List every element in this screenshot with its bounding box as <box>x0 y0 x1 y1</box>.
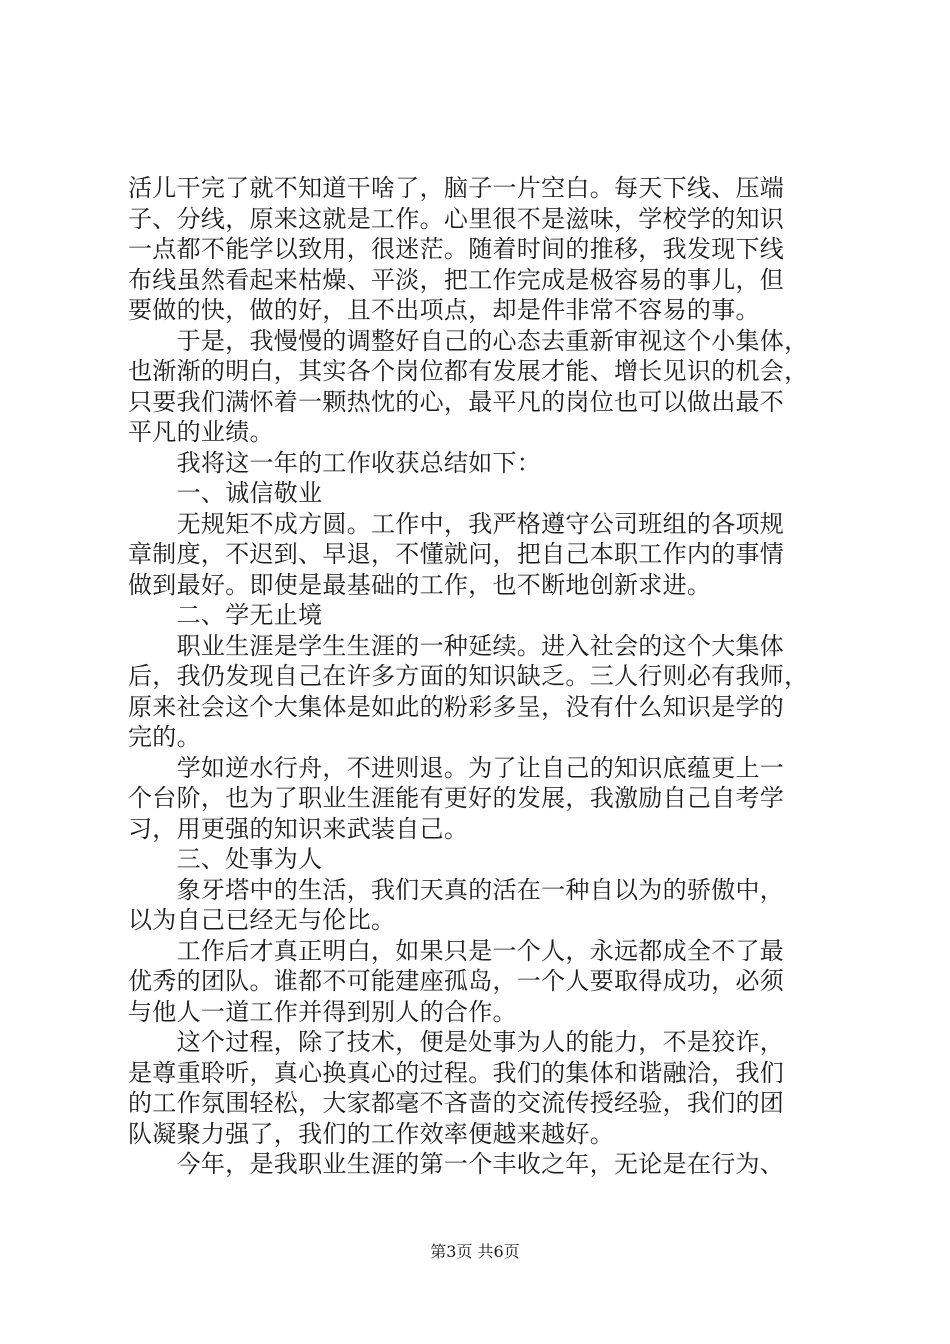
text-line: 以为自己已经无与伦比。 <box>128 906 396 934</box>
text-line: 与他人一道工作并得到别人的合作。 <box>128 997 517 1026</box>
text-line: 章制度，不迟到、早退，不懂就问，把自己本职工作内的事情 <box>128 540 785 568</box>
text-line: 队凝聚力强了，我们的工作效率便越来越好。 <box>128 1119 614 1148</box>
text-line: 个台阶，也为了职业生涯能有更好的发展，我激励自己自考学 <box>128 784 785 812</box>
text-line: 只要我们满怀着一颗热忱的心，最平凡的岗位也可以做出最不 <box>128 387 785 416</box>
text-line: 做到最好。即使是最基础的工作，也不断地创新求进。 <box>128 570 712 599</box>
text-line: 完的。 <box>128 723 201 751</box>
page-footer: 第3页 共6页 <box>430 1242 520 1261</box>
text-line: 一、诚信敬业 <box>128 479 323 507</box>
text-line: 今年，是我职业生涯的第一个丰收之年，无论是在行为、 <box>128 1150 785 1178</box>
text-line: 于是，我慢慢的调整好自己的心态去重新审视这个小集体， <box>128 326 809 355</box>
text-line: 象牙塔中的生活，我们天真的活在一种自以为的骄傲中， <box>128 875 785 904</box>
text-line: 无规矩不成方圆。工作中，我严格遵守公司班组的各项规 <box>128 509 785 538</box>
text-line: 原来社会这个大集体是如此的粉彩多呈，没有什么知识是学的 <box>128 692 785 721</box>
text-line: 子、分线，原来这就是工作。心里很不是滋味，学校学的知识 <box>128 204 785 233</box>
text-line: 习，用更强的知识来武装自己。 <box>128 814 469 843</box>
text-line: 工作后才真正明白，如果只是一个人，永远都成全不了最 <box>128 936 785 965</box>
body-text <box>128 173 828 1180</box>
text-line: 这个过程，除了技术，便是处事为人的能力，不是狡诈， <box>128 1028 785 1056</box>
text-line: 平凡的业绩。 <box>128 418 274 446</box>
text-line: 一点都不能学以致用，很迷茫。随着时间的推移，我发现下线 <box>128 235 785 263</box>
text-line: 要做的快，做的好，且不出项点，却是件非常不容易的事。 <box>128 296 760 324</box>
text-line: 也渐渐的明白，其实各个岗位都有发展才能、增长见识的机会， <box>128 357 809 385</box>
text-line: 布线虽然看起来枯燥、平淡，把工作完成是极容易的事儿，但 <box>128 265 785 294</box>
text-line: 二、学无止境 <box>128 601 323 629</box>
text-line: 优秀的团队。谁都不可能建座孤岛，一个人要取得成功，必须 <box>128 967 785 995</box>
text-line: 活儿干完了就不知道干啥了，脑子一片空白。每天下线、压端 <box>128 174 785 202</box>
text-line: 后，我仍发现自己在许多方面的知识缺乏。三人行则必有我师， <box>128 662 809 690</box>
text-line: 是尊重聆听，真心换真心的过程。我们的集体和谐融洽，我们 <box>128 1058 785 1087</box>
text-line: 的工作氛围轻松，大家都毫不吝啬的交流传授经验，我们的团 <box>128 1089 785 1117</box>
text-line: 学如逆水行舟，不进则退。为了让自己的知识底蕴更上一 <box>128 753 785 782</box>
text-line: 三、处事为人 <box>128 845 323 873</box>
text-line: 职业生涯是学生生涯的一种延续。进入社会的这个大集体 <box>128 631 785 660</box>
text-line: 我将这一年的工作收获总结如下： <box>128 448 542 477</box>
